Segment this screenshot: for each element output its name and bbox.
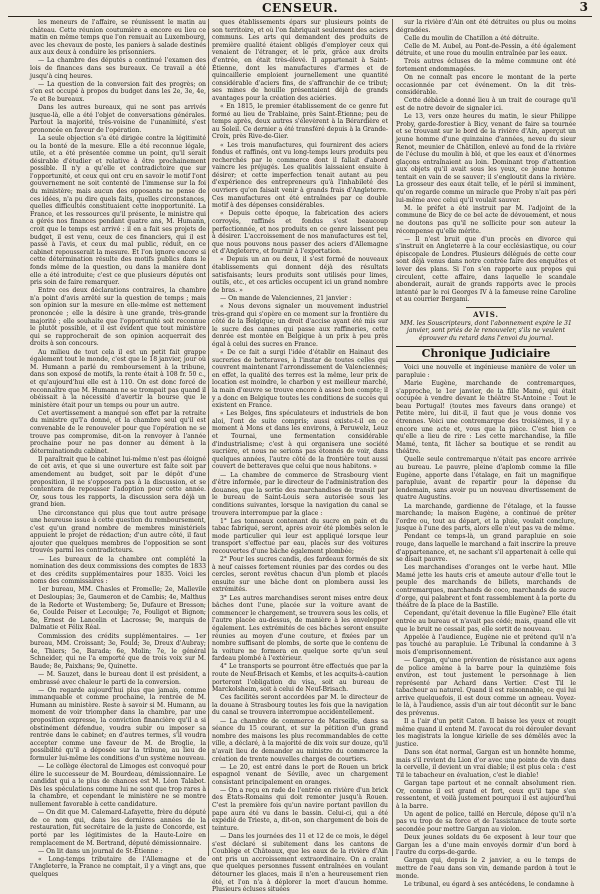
article-paragraph: les meneurs de l'affaire, se réunissent le matin au château. Cette réunion coutumière a encore eu lieu ce matin en même temps que l'on remuait au Luxembourg, avec les chevaux de poste, les paniers à salade destinés aux aux deux à conduire les prisonniers. (30, 19, 206, 57)
article-paragraph: 2° Pour les sucres candis, des fardeaux formés de six à neuf caisses fortement réunies par des cordes ou des cercles, seront revêtus chacun d'un plomb et placés ensuite sur une bâche dont on plombera aussi les extrémités. (212, 556, 388, 594)
article-paragraph: — La chambre des députés a continué l'examen des lois de finances dans ses bureaux. Ce travail a été jusqu'à cinq heures. (30, 57, 206, 80)
column-divider (392, 19, 393, 856)
article-paragraph: 4° Le transports se pourront être effectués que par la route de Neuf-Brisach et Kembs, et les acquits-à-caution porteront l'obligation du visa, soit au bureau de Marckolsheim, soit à celui de Neuf-Brisach. (212, 663, 389, 694)
article-paragraph: Commission des crédits supplémentaires. — 1er bureau, MM. Croissant; 3e, Fould; 3e, Dreux d'Aubray; 4e, Thiers; 5e, Barada; 6e, Molin; 7e, le général Schneider, qui ne l'a emporté que de trois voix sur M. Baude; 8e, Paixhans; 9e, Quinette. (30, 632, 206, 670)
separator (466, 307, 506, 308)
article-paragraph: — Il n'est bruit que d'un procès en divorce qui s'instruit en Angleterre à la cour ecclésiastique, ou cour épiscopale de Londres. Plusieurs délégués de cette cour sont déjà venus dans notre contrée faire des enquêtes et lever des plans. Si l'on s'en rapporte aux propos qui circulent, cette affaire, dans laquelle le scandale abonderait, aurait de grands rapports avec le procès intenté par le roi Georges IV à la fameuse reine Caroline et au courrier Bergami. (396, 235, 576, 304)
article-paragraph: Ces facilités seront accordées par M. le directeur de la douane à Strasbourg toutes les fois que la navigation du canal se trouvera interrompue accidentellement. (212, 694, 388, 717)
header-rule (8, 16, 592, 17)
article-paragraph: Au milieu de tout cela il est un petit fait grappe également tout le monde, c'est que le 18 janvier, jour où M. Humann a parlé du remboursement à la tribune, dans son exposé de motifs, la rente était à 108 fr. 50 c., et qu'aujourd'hui elle est à 110. On est donc forcé de reconnaître que M. Humann ne se trompait pas quand il obéissait à la nécessité d'avertir la bourse que le ministère était pour un temps ou pour un autre. (30, 348, 206, 409)
article-paragraph: Marie Eugène, marchande de contremarques, s'approche, le 1er janvier, de la fille Mamé, qui était occupée à vendre devant le théâtre St-Antoine : Tout le beau Portugal! (toutes mes faveurs dans orange) et Petite mère, lui dit-il, il faut que je vous donne vos étrennes. Voici une contremarque des troisièmes, il y a encore une acte et, vous que la pièce. C'est bien ce qu'elle a lieu de rire : Les cette marchandise, la fille Mamé, tenta, fit lâcher sa boutique et se rendit au théâtre. (396, 380, 576, 456)
news-items (396, 19, 576, 304)
article-paragraph: — La chambre de commerce de Marseille, dans sa séance du 15 courant, et sur la pétition d'un grand nombre des maisons les plus recommandables de cette ville, a déclaré, à la majorité de dix voix sur douze, qu'il n'avait lieu de demander au ministre du commerce la création de trente nouvelles charges de courtiers. (212, 717, 388, 763)
article-paragraph: Deux jeunes soldats du 6e exposent à leur tour que Gargan les a d'une main envoyés dormir d'un bord à l'autre du corps-de-garde. (396, 834, 576, 857)
article-paragraph: 1° Les tonneaux contenant du sucre en pain et du tabac fabriqué, seront, après avoir été plombés selon le mode particulier qui leur est appliqué lorsque leur transport s'effectue par eau, placés sur des voitures recouvertes d'une bâche également plombée; (212, 517, 388, 555)
article-paragraph: — La question de la conversion fait des progrès; on s'en est occupé à propos du budget dans les 2e, 3e, 4e, 7e et 8e bureaux. (30, 80, 206, 103)
article-paragraph: « En 1815, le premier établissement de ce genre fut formé au lieu de Trablaine, près Saint-Étienne; peu de temps après, deux autres s'élevèrent à la Bérardière et au Soleil. Ce dernier a été transféré depuis à la Grande-Croix, près Rive-de-Gier. (212, 103, 388, 141)
article-paragraph: — Gargan, qu'une prévention de résistance aux agens de police amène à la barre pour la quinzième fois environ, est tout justement le personnage à lien représenté par Achard dans Vertier. C'est Til le tabacheur au naturel. Quand il est raisonnable, ce qui lui arrive quelquefois, il est doux comme un agneau. Voyez-le là, à l'audience, assis d'un air tout décontit sur le banc des prévenus. (396, 656, 576, 718)
article-paragraph: 1er bureau, MM. Chasles et Fromelle; 2e, Mallevile et Desloupias; 3e, Gaumeron et de Cambis; 4e, Malthus de la Redorte et Wustemberg; 5e, Dufaure et Bresson; 6e, Coulde Peiser et Lecoulge; 7e, Fouligot et Bignon; 8e, Ernest de Lancelin et Lacrosse; 9e, marquis de Dalmatie et Félix Réal. (30, 586, 206, 632)
article-paragraph: Gargan tape partout et ne connaît absolument rien. Or, comme il est grand et fort, ceux qu'il tape s'en ressentent, et voilà justement pourquoi il est aujourd'hui à la barre. (396, 779, 576, 810)
article-paragraph: Un agent de police, taillé en Hercule, dépose qu'il n'a pas vu trop de sa force et de l'assistance de toute sorte secondée pour mettre Gargan au violon. (396, 810, 576, 833)
article-paragraph: Quelle seule contremarque n'était pas encore arrivée au bureau. Le pauvre, pleine d'aplomb comme la fille Eugène, apporte dans l'étalage, en fait un magnifique parapluie, avant de repartir pour la dépense du lendemain, sans avoir pu un nouveau divertissement de quatre Augustins. (396, 456, 576, 502)
article-paragraph: « Nous devons signaler un mouvement industriel très-grand qui s'opère en ce moment sur la frontière du côté de la Belgique; un droit d'accise ayant été mis sur le sucre des cannes qui passe aux raffineries, cette denrée est montée en Belgique à un prix à peu près égal à celui des sucres en France. (212, 302, 388, 348)
article-paragraph: Celle de M. Aubel, au Pont-de-Pessin, a été également détruite, et une roue du moulin entraînée par les eaux. (396, 42, 576, 58)
article-paragraph: On ne connaît pas encore le montant de la perte occasionnée par cet événement. On la dit très-considérable. (396, 74, 576, 97)
article-paragraph: Le 13, vers onze heures du matin, le sieur Philippe Proby, garde-forestier à Bicy, venant de faire sa tournée et se trouvant sur le bord de la rivière d'Ain, aperçut un jeune homme d'une quinzaine d'années, neveu du sieur Renot, meunier de Châtillon, enlevé au fond de la rivière de l'écluse du moulin à blé, et que les eaux et d'énormes glaçons entraînaient au loin. Dominant trop d'attention aux objets qu'il avait sous les yeux, ce jeune homme tentait en vain de se sauver; il s'engloutit dans la rivière. La grosseur des eaux était telle, et le péril si imminent, qu'on regarde comme un miracle que Proby n'ait pas péri lui-même avec celui qu'il voulait sauver. (396, 113, 576, 204)
article-paragraph: — Dans les journées des 11 et 12 de ce mois, le dégel s'est déclaré si subitement dans les cantons de Coublège et Châteaux, que les eaux de la rivière d'Ain ont pris un accroissement extraordinaire. On a craint que quelques personnes fussent entraînées en voulant détourner les glaces, mais il n'en a heureusement rien été, et l'on n'a à déplorer la mort d'aucun homme. Plusieurs écluses situées (212, 832, 388, 894)
section-title: Chronique Judiciaire (421, 347, 551, 361)
article-paragraph: Le tribunal, eu égard à ses antécédens, le condamne à (404, 880, 575, 888)
article-paragraph: M. le préfet a été instruit par M. l'adjoint de la commune de Bicy de ce bel acte de dévouement, et nous ne doutons pas qu'il ne sollicite pour son auteur la récompense qu'elle mérite. (396, 204, 576, 235)
article-paragraph: — Les bureaux de la chambre ont complété la nomination des deux commissions des comptes de 1833 et des crédits supplémentaires pour 1835. Voici les noms des commissaires : (30, 555, 206, 586)
article-paragraph: — On regarde aujourd'hui plus que jamais, comme immanquable et comme prochaine, la rentrée de M. Humann au ministère. Reste à savoir si M. Humann, au moment de voir triompher dans la chambre, par une proposition expresse, la conviction financière qu'il a si obstinément défendue, voudra subir ou imposer sa rentrée dans le cabinet; en d'autres termes, s'il voudra accepter comme une faveur de M. de Broglie, la possibilité qu'il a déposée sur la tribune, au lieu de formuler lui-même les conditions d'un système nouveau. (30, 686, 206, 762)
article-paragraph: — Le 20, est entré dans le port de Rouen un brick espagnol venant de Séville, avec un chargement consistant principalement en oranges. (212, 763, 388, 786)
article-paragraph: — La chambre de commerce de Strasbourg vient d'être informée, par le directeur de l'administration des douanes, que la sortie des marchandises de transit par le bureau de Saint-Louis sera autorisée sous les conditions suivantes, lorsque la navigation du canal se trouvera interrompue par la glace : (212, 471, 388, 517)
article-paragraph: Les marchandises d'oranges ont le verbe haut. Mlle Mamé jette les hauts cris et ameute autour d'elle tout le peuple des marchands de billets, marchands de contremarques, marchands de coco, marchands de sucre d'orge, qui palabrent et font rassemblement à la porte du théâtre de la place de la Bastille. (396, 564, 576, 610)
article-paragraph: Cet avertissement a manqué son effet par la retraite du ministre qu'l'a donné, et la chambre seul qu'il est convenable de le renouveler pour que l'opération ne se trouve pas compromise, dit-on la renvoyer à l'année prochaine pour ne pas donner au dément à la déterminationdu cabinet. (30, 409, 206, 455)
page-number: 3 (579, 0, 588, 14)
column-left (30, 19, 206, 878)
article-paragraph: Cette débâcle a donné lieu à un trait de courage qu'il est de notre devoir de signaler ici. (396, 97, 576, 113)
article-paragraph: Il paraîtrait que le cabinet lui-même n'est pas éloigné de cet avis, et que si une ouverture est faite soit par amendement au budget, soit par le dépôt d'une proposition, il ne s'opposera pas à la discussion, et se contentera de repousser l'adoption pour cette année. Or, sous tous les rapports, la discussion sera déjà un grand bien. (30, 455, 206, 509)
article-paragraph: Celle du moulin de Chatillon a été détruite. (404, 34, 540, 42)
article-paragraph: Voici une nouvelle et ingénieuse manière de voler un parapluie : (396, 364, 576, 379)
article-paragraph: Gargan qui, depuis le 2 janvier, a eu le temps de mettre de l'eau dans son vin, demande pardon à tout le monde. (396, 857, 576, 880)
article-paragraph: La marchande, gardienne de l'étalage, et la fausse marchande; la maison Eugène, a continué de prêter l'ordre ou, tout au départ, et la pluie, voulait conclure, jusque à l'une des parts, alors elle n'eut pas va de même. (396, 502, 576, 533)
chronique-body (396, 364, 576, 888)
article-paragraph: Entre ces deux déclarations contraires, la chambre n'a point d'avis arrêté sur la question de temps ; mais son opinion sur la mesure en elle-même est nettement prononcée ; elle la désire à une grande, très-grande majorité ; elle souhaite que l'opportunité soit reconnue le plutôt possible, et il est évident que tout ministère qui se rapprocherait de son opinion acquerrait des droits à son concours. (30, 287, 206, 348)
article-paragraph: Il a l'air d'un petit Caton. Il baisse les yeux et rougit même quand il entend M. l'avocat du roi dérouler devant les magistrats la longue kirielle de ses démêlés avec la justice. (396, 718, 576, 748)
article-paragraph: Dans son état normal, Gargan est un honnête homme, mais s'il revient du Lion d'or avec une pointe de vin dans la cervelle, il devient un vrai diable; il est plus cela : c'est Til le tabacheur en évaluation, c'est le diable! (396, 749, 576, 779)
article-paragraph: Cependant, qu'était devenue la fille Eugène? Elle était entrée au bureau et n'avait pas cédé; mais, quand elle vit que le bruit ne cessait pas, elle sortit de nouveau. (396, 610, 576, 633)
article-paragraph: « Depuis un an ou deux, il s'est formé de nouveaux établissements qui donnent déjà des résultats satisfaisants; leurs produits sont utilisés pour limes, outils, etc., et ces articles occupent ici un grand nombre de bras. » (212, 256, 388, 294)
article-paragraph: — Le collège électoral de Limoges est convoqué pour élire le successeur de M. Bourdeau, démissionnaire. Le candidat qui a le plus de chances est M. Léon Talabot. Dès les spéculations comme lui ne sont que trop rares à la chambre, et cependant le ministère ne se montre nullement favorable à cette candidature. (30, 763, 206, 809)
article-paragraph: — On dit que M. Calemard-Lafayette, frère du député de ce nom qui, dans les dernières années de la restauration, fut secrétaire de la juste de Concorde, est porté par les légitimistes de la Haute-Loire en remplacement de M. Bertrand, député démissionnaire. (30, 809, 206, 847)
article-paragraph: « Les trois manufactures, qui fournirent des aciers fondus et raffinés, ont vu long-temps leurs produits peu recherchés par le commerce dont il fallait d'abord vaincre les préjugés. Les qualités laissaient ensuite à désirer; et cette imperfection tenait autant au peu d'expérience des entrepreneurs qu'à l'inhabileté des ouvriers qu'on faisait venir à grands frais d'Angleterre. Ces manufactures ont été entraînées par ce double motif à des dépenses considérables. (212, 141, 388, 210)
article-paragraph: — On lit dans un journal de St-Étienne : (38, 847, 163, 855)
article-paragraph: « Depuis cette époque, la fabrication des aciers corroyés, raffinés et fondus s'est beaucoup perfectionnée, et nos produits en ce genre laissent peu à désirer. L'accroissement de nos manufactures est tel, que nous pouvons nous passer des aciers d'Allemagne et d'Angleterre, et fournir à l'exportation. (212, 210, 388, 256)
article-paragraph: — M. Sauzet, dans le bureau dont il est président, a embrassé avec chaleur le parti de la conversion. (30, 670, 206, 686)
article-paragraph: ques établissements épars sur plusieurs points de son territoire, et où l'on fabriquait seulement des aciers communs. Les arts qui demandent des produits de première qualité étaient obligés d'employer ceux qui venaient de l'étranger, et le prix, grâce aux droits d'entrée, en était très-élevé. Il appartenait à Saint-Étienne, dont les manufactures d'armes et de quincaillerie emploient journellement une quantité considérable d'aciers fins, de s'affranchir de ce tribut; ses mines de houille présentaient déjà de grands avantages pour la création des aciéries. (212, 19, 388, 102)
article-paragraph: Appelée à l'audience, Eugène nie et prétend qu'il n'a pas touché au parapluie. Le Tribunal la condamne à 3 mois d'emprisonnement. (396, 633, 576, 656)
section-header (396, 346, 576, 362)
article-paragraph: Pendant ce temps-là, un grand parapluie en soie rouge, dans laquelle le marchand a fait inscrire la preuve d'appartenance, et, ne sachant s'il appartenait à celle qui se disait pauvre. (396, 533, 576, 564)
article-paragraph: sur la rivière d'Ain ont été détruites ou plus ou moins dégradées. (396, 19, 576, 34)
article-paragraph: « Long-temps tributaire de l'Allemagne et de l'Angleterre, la France ne comptait, il y a vingt ans, que quelques (30, 855, 206, 878)
article-paragraph: Une circonstance qui plus que tout autre présage une heureuse issue à cette question du remboursement, c'est qu'un grand nombre de membres ministériels appuient le projet de rédaction; d'un autre côté, il faut ajouter que quelques membres de l'opposition se sont trouvés parmi les contradicteurs. (30, 509, 206, 555)
article-paragraph: — On mande de Valenciennes, 21 janvier : (220, 294, 352, 302)
article-paragraph: « Les Belges, fins spéculateurs et industriels de bon aloi, l'ont de suite compris; aussi existe-t-il en ce moment à Mons et dans les environs, à Peruwelz, Leuz et Tournai, une fermentation considérable d'industrialisme; c'est à qui organisera une société sucrière, et nous ne serions pas étonnés de voir, dans quelques années, l'autre côté de la frontière tout aussi couvert de betteraves que celui que nous habitons. » (212, 410, 388, 471)
article-paragraph: La seule objection s'a été dirigée contre la légitimité ou la bonté de la mesure. Elle a été reconnue légale, utile, et a été présentée comme un point, qu'il serait désirable d'étudier et relative à être prochainement possible. Il n'y a qu'elle et contradictoire que sur l'opportunité, et ceux qui ont cru en savoir le motif l'ont gouvernement ne soit contenté de l'immense sur la foi du ministère; mais aucun des opposants ne pense de ces idées, n'a pu dire quels faits, quelles circonstances, quelles difficultés constituaient cette inopportunité. La France, et les ressources qu'il présente, le ministre qui a gérés nos finances pendant quatre ans, M. Humann, croit que le temps est arrivé : il en a fait ses projets de budget, il est venu, ceux de ces financiers, qui il est passé à l'avis, et ceux du mal public, réduit, en ce cabinet repousserait la mesure. Et l'on ignore encore si cette détermination résulte des motifs publics dans le fonds même de la question, ou dans la manière dont elle a été introduite; c'est ce que plusieurs députés ont pris soin de faire remarquer. (30, 134, 206, 287)
notice-heading: AVIS. (473, 309, 499, 319)
newspaper-title: CENSEUR. (261, 1, 339, 15)
column-divider (208, 19, 209, 856)
article-paragraph: Trois autres écluses de la même commune ont été fortement endommagées. (396, 58, 576, 74)
column-middle (212, 19, 389, 894)
article-paragraph: 3° Les autres marchandises seront mises entre deux bâches dont l'une, placée sur la voiture avant de commencer le chargement, se trouvera sous les colis, et l'autre placée au-dessus, de manière à les envelopper également. Les extrémités de ces bâches seront ensuite réunies au moyen d'une couture, et fixées par un nombre suffisant de plombs, de sorte que le contenu de la voiture ne formera en quelque sorte qu'un seul fardeau plombé à l'extérieur. (212, 594, 388, 663)
article-paragraph: Dans les autres bureaux, qui ne sont pas arrivés jusque-là, elle a été l'objet de conversations générales. Partout la majorité, très-voisine de l'unanimité, s'est prononcée en faveur de l'opération. (30, 104, 206, 134)
article-paragraph: « De ce fait a surgi l'idée d'établir en Hainaut des sucreries de betteraves, à l'instar de toutes celles qui couvrent maintenant l'arrondissement de Valenciennes; en effet, la qualité des terres est la même, leur prix de location est moindre, le charbon y est meilleur marché, la main d'œuvre se trouve encore à assez bon compte; il y a donc en Belgique toutes les conditions de succès qui existent en France. (212, 349, 388, 410)
article-paragraph: — On a reçu en rade de l'entrée en rivière d'un brick des États-Romains qui doit remonter jusqu'à Rouen. C'est la première fois qu'un navire portant pavillon du pape aura été vu dans le bassin. Celui-ci, qui a été expédié de Trieste, a, dit-on, son chargement de bois de teinture. (212, 786, 388, 832)
masthead (8, 0, 592, 16)
column-right (396, 19, 576, 888)
notice-text: MM. les Souscripteurs, dont l'abonnement expire le 31 janvier, sont priés de le renouveler, s'ils ne veulent éprouver du retard dans l'envoi du journal. (400, 319, 572, 342)
